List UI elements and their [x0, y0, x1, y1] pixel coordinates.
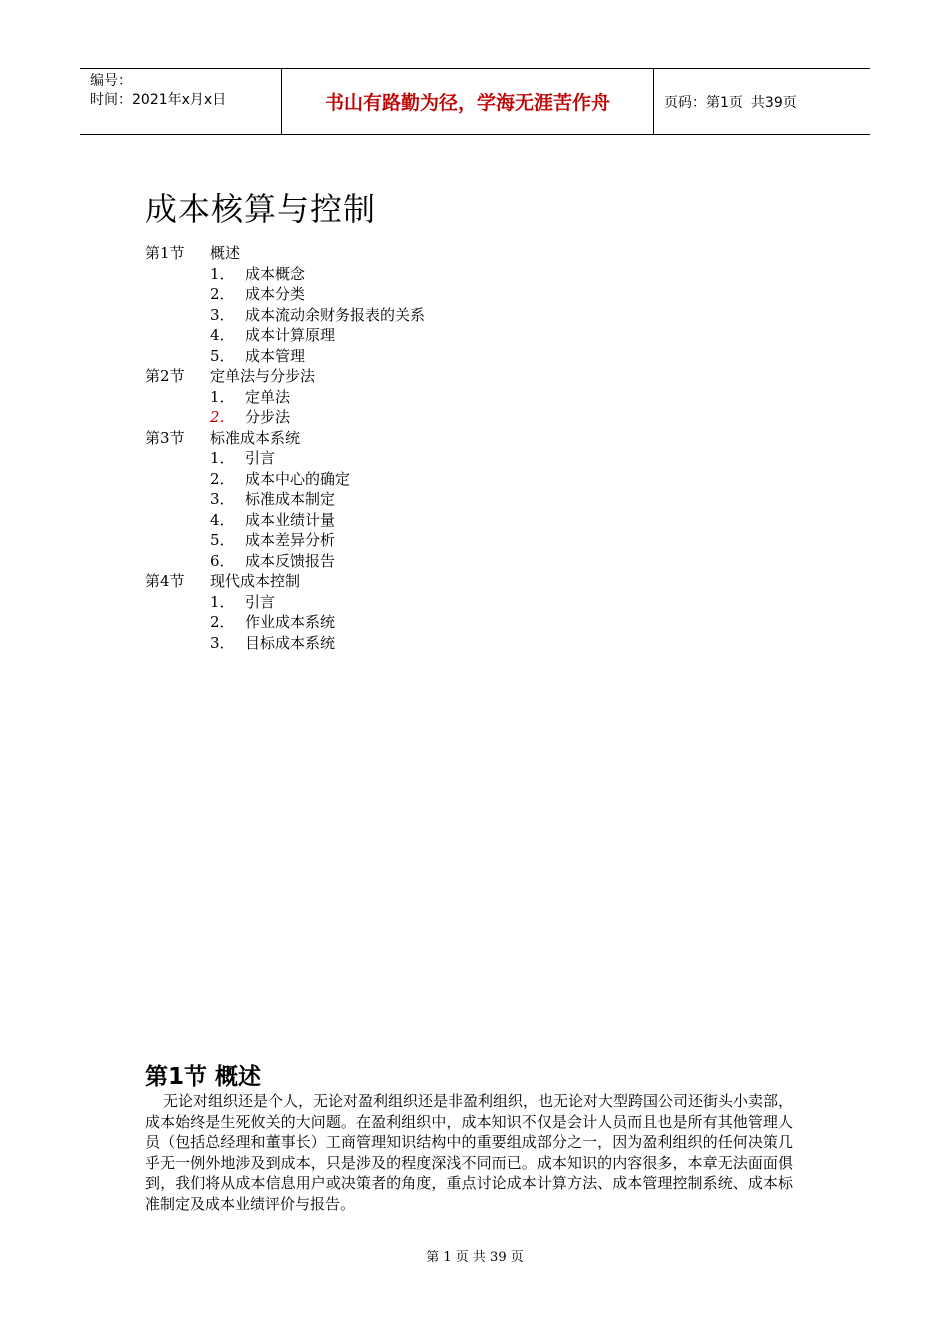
- toc-section-title: 现代成本控制: [210, 572, 301, 590]
- toc-item-number: 1．: [210, 387, 235, 406]
- toc-item-label: 引言: [245, 449, 276, 467]
- section-1-paragraph: 无论对组织还是个人，无论对盈利组织还是非盈利组织，也无论对大型跨国公司还街头小卖部，成本始终是生死攸关的大问题。在盈利组织中，成本知识不仅是会计人员而且也是所有其他管理人员（包括总经理和董事长）工商管理知识结构中的重要组成部分之一，因为盈利组织的任何决策几乎无一例外地涉及到成本，只是涉及的程度深浅不同而已。成本知识的内容很多，本章无法面面俱到，我们将从成本信息用户或决策者的角度，重点讨论成本计算方法、成本管理控制系统、成本标准制定及成本业绩评价与报告。: [145, 1092, 794, 1213]
- toc-item-label: 成本分类: [245, 285, 306, 303]
- toc-item-row: [145, 448, 425, 469]
- toc-section-title: 标准成本系统: [210, 428, 301, 447]
- toc-section-number: 第4节: [145, 572, 185, 590]
- toc-item-row: [145, 346, 425, 367]
- toc-item-row: [145, 387, 425, 408]
- toc-item-row: [145, 264, 425, 285]
- toc-item-row: [145, 305, 425, 326]
- toc-item-label: 成本反馈报告: [245, 551, 336, 570]
- toc-item-number: 2．: [210, 469, 235, 488]
- toc-item-label: 目标成本系统: [245, 633, 336, 652]
- header-info-cell: [80, 69, 282, 134]
- header-total-label: 共39页: [750, 94, 797, 111]
- toc-section-row: [145, 243, 425, 264]
- toc-item-label: 成本管理: [245, 346, 306, 365]
- toc-item-row: [145, 325, 425, 346]
- header-page-cell: [654, 69, 870, 134]
- toc-item-row: [145, 612, 425, 633]
- toc-item-label: 标准成本制定: [245, 490, 336, 508]
- toc-item-row: [145, 489, 425, 510]
- document-title: 成本核算与控制: [145, 190, 377, 228]
- toc-item-number: 4．: [210, 326, 235, 344]
- toc-item-label: 成本流动余财务报表的关系: [245, 305, 426, 324]
- toc-item-row: [145, 633, 425, 654]
- toc-item-number: 3．: [210, 305, 235, 324]
- toc-item-number: 1．: [210, 592, 235, 611]
- toc-item-number: 1．: [210, 449, 235, 467]
- header-number-label: 编号：: [90, 73, 132, 89]
- toc-item-number: 3．: [210, 490, 235, 508]
- header-page-label: 页码：第1页: [664, 94, 743, 111]
- toc-item-label: 成本差异分析: [245, 531, 336, 549]
- toc-item-label: 成本中心的确定: [245, 469, 351, 488]
- toc-section-row: [145, 366, 425, 387]
- toc-section-number: 第3节: [145, 428, 185, 447]
- toc-section-number: 第2节: [145, 367, 185, 385]
- table-of-contents: [145, 243, 425, 653]
- toc-item-label: 分步法: [245, 408, 291, 426]
- toc-item-row: [145, 469, 425, 490]
- toc-item-row: [145, 407, 425, 428]
- toc-item-number: 4．: [210, 510, 235, 529]
- toc-item-row: [145, 510, 425, 531]
- toc-item-number: 2．: [210, 285, 235, 303]
- toc-item-number: 1．: [210, 264, 235, 283]
- toc-section-row: [145, 428, 425, 449]
- page-footer: 第 1 页 共 39 页: [426, 1250, 524, 1265]
- toc-section-number: 第1节: [145, 244, 185, 262]
- toc-item-label: 定单法: [245, 387, 291, 406]
- header-time-label: 时间：2021年x月x日: [90, 92, 227, 108]
- toc-item-label: 引言: [245, 592, 276, 611]
- toc-item-row: [145, 592, 425, 613]
- toc-section-row: [145, 571, 425, 592]
- toc-section-title: 概述: [210, 244, 241, 262]
- toc-item-label: 作业成本系统: [245, 613, 336, 631]
- toc-item-row: [145, 284, 425, 305]
- toc-item-row: [145, 551, 425, 572]
- toc-item-number: 5．: [210, 531, 235, 549]
- toc-section-title: 定单法与分步法: [210, 367, 316, 385]
- section-1-heading: 第1节 概述: [145, 1064, 262, 1090]
- header-motto: 书山有路勤为径，学海无涯苦作舟: [282, 69, 654, 134]
- toc-item-label: 成本概念: [245, 264, 306, 283]
- toc-item-number: 2．: [210, 613, 235, 631]
- toc-item-number: 6．: [210, 551, 235, 570]
- toc-item-number: 5．: [210, 346, 235, 365]
- toc-item-number: 3．: [210, 633, 235, 652]
- toc-item-number: 2．: [210, 408, 235, 426]
- toc-item-row: [145, 530, 425, 551]
- toc-item-label: 成本业绩计量: [245, 510, 336, 529]
- page-header: [80, 68, 870, 135]
- toc-item-label: 成本计算原理: [245, 326, 336, 344]
